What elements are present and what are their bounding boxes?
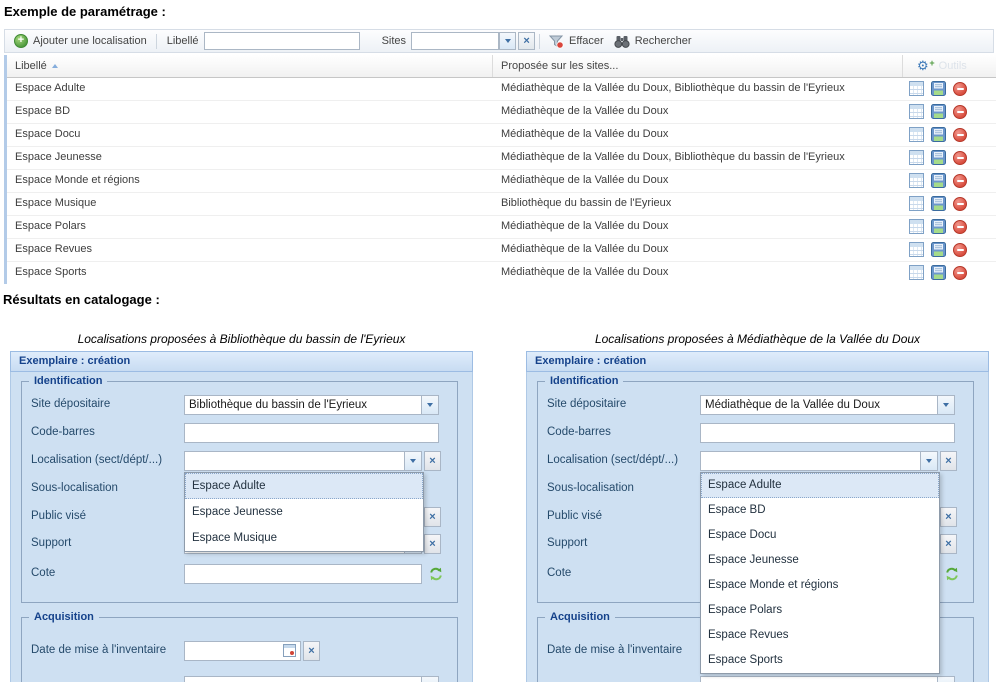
table-row[interactable]	[7, 147, 996, 170]
save-icon[interactable]	[931, 127, 946, 142]
column-header-libelle-label: Libellé	[15, 60, 47, 72]
panel-body	[10, 372, 473, 682]
table-row[interactable]	[7, 101, 996, 124]
effacer-button[interactable]	[544, 34, 609, 49]
dropdown-option[interactable]: Espace BD	[708, 504, 766, 516]
outils-ghost-label: Outils	[938, 60, 967, 72]
libelle-filter-input[interactable]	[204, 32, 360, 50]
cell-libelle: Espace Adulte	[15, 82, 86, 94]
libelle-filter-label: Libellé	[166, 35, 199, 47]
localisation-combo-input[interactable]	[184, 451, 405, 471]
field-label: Support	[31, 537, 72, 549]
grid-view-icon[interactable]	[909, 150, 924, 165]
add-localisation-button[interactable]	[9, 34, 152, 48]
field-label: Localisation (sect/dépt/...)	[547, 454, 679, 466]
panel-header-title: Exemplaire : création	[535, 355, 647, 367]
identification-legend: Identification	[29, 375, 107, 387]
field-label: Public visé	[547, 510, 602, 522]
delete-icon[interactable]	[953, 82, 967, 96]
panel-header	[10, 351, 473, 372]
row-actions	[903, 101, 996, 122]
field-label: Cote	[31, 567, 56, 579]
localisation-combo-input[interactable]	[700, 451, 921, 471]
delete-icon[interactable]	[953, 243, 967, 257]
field-label: Site dépositaire	[31, 398, 111, 410]
next-field-input[interactable]	[184, 676, 422, 682]
chevron-down-icon[interactable]	[422, 676, 439, 682]
field-row	[527, 676, 990, 682]
field-row	[11, 423, 474, 443]
field-row	[527, 395, 990, 415]
localisations-grid	[4, 55, 996, 284]
cell-sites: Médiathèque de la Vallée du Doux	[501, 174, 669, 186]
chevron-down-icon[interactable]	[938, 676, 955, 682]
dropdown-option[interactable]: Espace Musique	[192, 532, 278, 544]
chevron-down-icon[interactable]	[422, 395, 439, 415]
field-row	[527, 423, 990, 443]
cell-libelle: Espace Jeunesse	[15, 151, 102, 163]
panel-header	[526, 351, 989, 372]
field-label: Date de mise à l'inventaire	[31, 644, 167, 656]
clear-localisation-icon[interactable]: ×	[940, 451, 957, 471]
dropdown-option[interactable]: Espace Monde et régions	[708, 579, 839, 591]
dropdown-option[interactable]: Espace Polars	[708, 604, 783, 616]
grid-view-icon[interactable]	[909, 265, 924, 280]
save-icon[interactable]	[931, 219, 946, 234]
next-field-input[interactable]	[700, 676, 938, 682]
section-title-parametrage: Exemple de paramétrage :	[4, 4, 166, 19]
calendar-icon[interactable]	[283, 644, 296, 657]
localisation-dropdown	[700, 472, 940, 674]
filter-clear-icon	[549, 34, 564, 49]
field-row	[11, 451, 474, 471]
grid-view-icon[interactable]	[909, 219, 924, 234]
delete-icon[interactable]	[953, 266, 967, 280]
clear-public-vise-icon[interactable]: ×	[424, 507, 441, 527]
field-label: Site dépositaire	[547, 398, 627, 410]
row-actions	[903, 147, 996, 168]
dropdown-option[interactable]: Espace Adulte	[701, 473, 939, 498]
row-actions	[903, 170, 996, 191]
cell-sites: Médiathèque de la Vallée du Doux	[501, 128, 669, 140]
delete-icon[interactable]	[953, 151, 967, 165]
site-depositaire-select[interactable]	[700, 395, 938, 415]
save-icon[interactable]	[931, 173, 946, 188]
cell-libelle: Espace Sports	[15, 266, 87, 278]
panel-caption-doux: Localisations proposées à Médiathèque de la Vallée du Doux	[594, 332, 921, 346]
dropdown-option[interactable]: Espace Jeunesse	[708, 554, 799, 566]
panel-caption-eyrieux: Localisations proposées à Bibliothèque du bassin de l'Eyrieux	[77, 332, 406, 346]
sites-filter-select[interactable]	[411, 32, 499, 50]
field-row	[11, 641, 474, 661]
site-depositaire-select[interactable]	[184, 395, 422, 415]
localisation-dropdown	[184, 472, 424, 552]
acquisition-legend: Acquisition	[29, 611, 99, 623]
field-label: Localisation (sect/dépt/...)	[31, 454, 163, 466]
cell-sites: Médiathèque de la Vallée du Doux	[501, 266, 669, 278]
chevron-down-icon[interactable]	[405, 451, 422, 471]
cell-sites: Médiathèque de la Vallée du Doux	[501, 105, 669, 117]
cell-libelle: Espace Docu	[15, 128, 81, 140]
dropdown-option[interactable]: Espace Revues	[708, 629, 789, 641]
field-row	[11, 395, 474, 415]
field-label: Support	[547, 537, 588, 549]
sites-filter-combo	[411, 32, 535, 50]
field-label: Code-barres	[31, 426, 95, 438]
field-row	[11, 676, 474, 682]
save-icon[interactable]	[931, 265, 946, 280]
grid-view-icon[interactable]	[909, 81, 924, 96]
table-row[interactable]	[7, 193, 996, 216]
grid-view-icon[interactable]	[909, 173, 924, 188]
add-icon	[14, 34, 28, 48]
toolbar-separator	[539, 34, 540, 49]
table-row[interactable]	[7, 170, 996, 193]
grid-view-icon[interactable]	[909, 242, 924, 257]
cell-libelle: Espace Monde et régions	[15, 174, 140, 186]
grid-toolbar	[4, 29, 994, 53]
exemplaire-panel-eyrieux	[10, 351, 473, 682]
acquisition-legend: Acquisition	[545, 611, 615, 623]
cell-libelle: Espace Musique	[15, 197, 97, 209]
chevron-down-icon[interactable]	[499, 32, 516, 50]
cell-libelle: Espace Revues	[15, 243, 93, 255]
panel-header-title: Exemplaire : création	[19, 355, 131, 367]
row-actions	[903, 193, 996, 214]
field-label: Sous-localisation	[31, 482, 118, 494]
clear-localisation-icon[interactable]: ×	[424, 451, 441, 471]
field-label: Cote	[547, 567, 572, 579]
cell-sites: Médiathèque de la Vallée du Doux	[501, 220, 669, 232]
cell-sites: Médiathèque de la Vallée du Doux, Bibliothèque du bassin de l'Eyrieux	[501, 82, 845, 94]
column-header-sites[interactable]: Proposée sur les sites...	[493, 55, 903, 77]
chevron-down-icon[interactable]	[921, 451, 938, 471]
section-title-catalogage: Résultats en catalogage :	[3, 292, 160, 307]
cell-libelle: Espace Polars	[15, 220, 86, 232]
save-icon[interactable]	[931, 104, 946, 119]
save-icon[interactable]	[931, 150, 946, 165]
rechercher-label: Rechercher	[634, 35, 692, 47]
chevron-down-icon[interactable]	[938, 395, 955, 415]
row-actions	[903, 216, 996, 237]
effacer-label: Effacer	[569, 35, 604, 47]
refresh-icon[interactable]	[944, 566, 960, 582]
field-label: Code-barres	[547, 426, 611, 438]
cell-sites: Bibliothèque du bassin de l'Eyrieux	[501, 197, 672, 209]
field-row	[527, 451, 990, 471]
dropdown-option[interactable]: Espace Sports	[708, 654, 783, 666]
save-icon[interactable]	[931, 81, 946, 96]
code-barres-input[interactable]	[184, 423, 439, 443]
table-row[interactable]	[7, 262, 996, 284]
save-icon[interactable]	[931, 242, 946, 257]
clear-support-icon[interactable]: ×	[424, 534, 441, 554]
row-actions	[903, 262, 996, 283]
cell-sites: Médiathèque de la Vallée du Doux	[501, 243, 669, 255]
row-actions	[903, 124, 996, 145]
panel-body	[526, 372, 989, 682]
identification-legend: Identification	[545, 375, 623, 387]
refresh-icon[interactable]	[428, 566, 444, 582]
grid-header	[7, 55, 996, 78]
gear-plus-icon: ⚙ +	[917, 58, 935, 73]
rechercher-button[interactable]	[609, 35, 697, 48]
delete-icon[interactable]	[953, 105, 967, 119]
clear-date-icon[interactable]: ×	[303, 641, 320, 661]
table-row[interactable]	[7, 78, 996, 101]
delete-icon[interactable]	[953, 220, 967, 234]
row-actions	[903, 239, 996, 260]
dropdown-option[interactable]: Espace Docu	[708, 529, 777, 541]
column-header-outils[interactable]	[903, 55, 996, 77]
add-localisation-label: Ajouter une localisation	[33, 35, 147, 47]
delete-icon[interactable]	[953, 174, 967, 188]
column-header-libelle[interactable]	[7, 55, 493, 77]
binoculars-icon	[614, 35, 630, 48]
clear-support-icon[interactable]: ×	[940, 534, 957, 554]
cote-input[interactable]	[184, 564, 422, 584]
toolbar-separator	[156, 34, 157, 49]
cell-libelle: Espace BD	[15, 105, 71, 117]
delete-icon[interactable]	[953, 197, 967, 211]
sites-filter-label: Sites	[381, 35, 407, 47]
save-icon[interactable]	[931, 196, 946, 211]
grid-view-icon[interactable]	[909, 104, 924, 119]
grid-view-icon[interactable]	[909, 127, 924, 142]
dropdown-option[interactable]: Espace Jeunesse	[192, 506, 283, 518]
field-label: Sous-localisation	[547, 482, 634, 494]
table-row[interactable]	[7, 239, 996, 262]
field-label: Date de mise à l'inventaire	[547, 644, 683, 656]
table-row[interactable]	[7, 216, 996, 239]
grid-body	[7, 78, 996, 284]
field-row	[11, 564, 474, 584]
clear-public-vise-icon[interactable]: ×	[940, 507, 957, 527]
exemplaire-panel-doux	[526, 351, 989, 682]
delete-icon[interactable]	[953, 128, 967, 142]
dropdown-option[interactable]: Espace Adulte	[185, 473, 423, 499]
code-barres-input[interactable]	[700, 423, 955, 443]
row-actions	[903, 78, 996, 99]
clear-sites-icon[interactable]: ×	[518, 32, 535, 50]
grid-view-icon[interactable]	[909, 196, 924, 211]
sort-asc-icon	[52, 64, 58, 68]
cell-sites: Médiathèque de la Vallée du Doux, Bibliothèque du bassin de l'Eyrieux	[501, 151, 845, 163]
field-label: Public visé	[31, 510, 86, 522]
table-row[interactable]	[7, 124, 996, 147]
